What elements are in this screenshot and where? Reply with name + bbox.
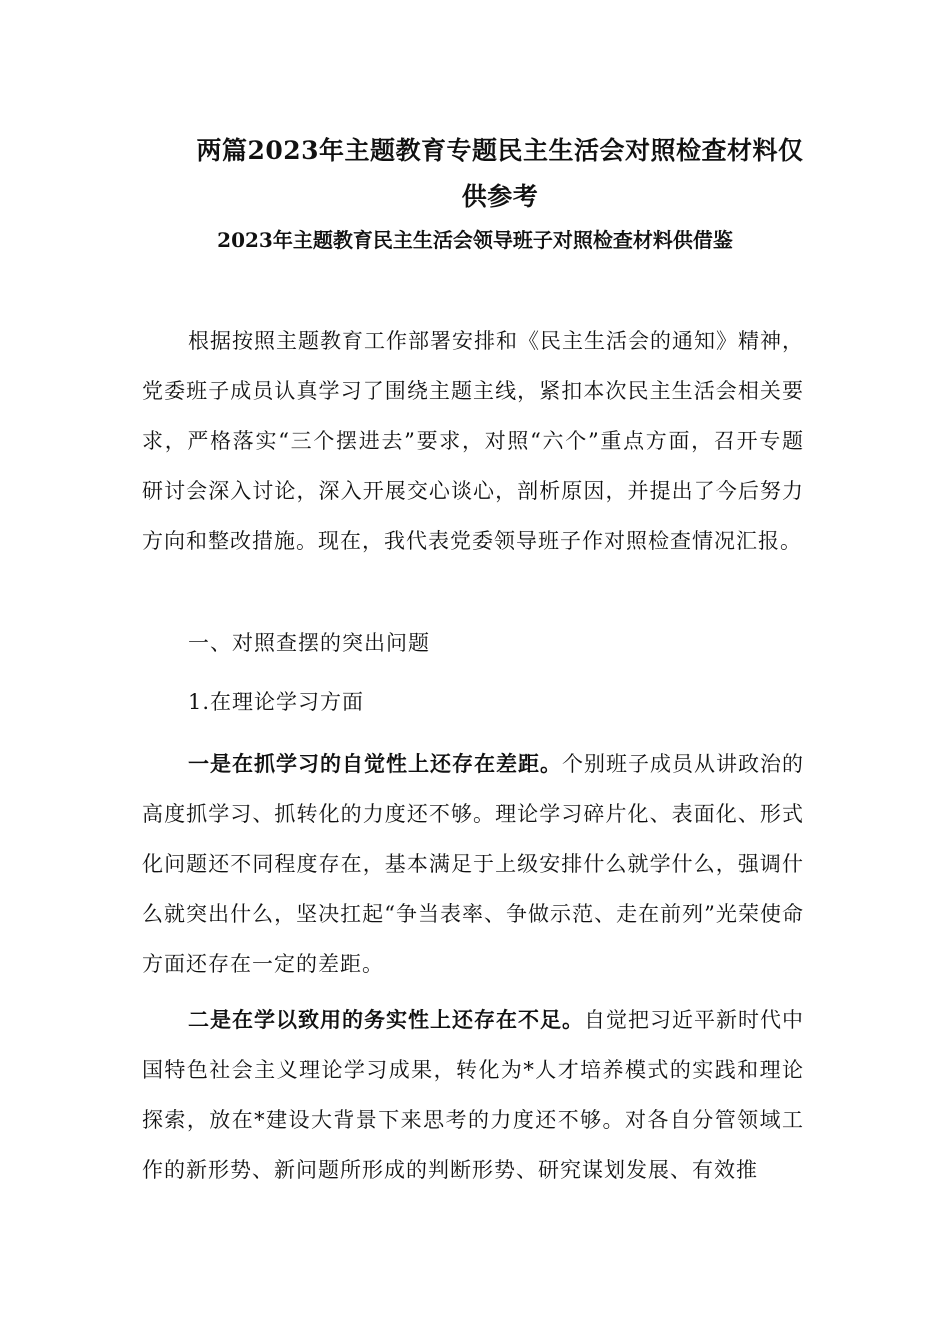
point-one-paragraph <box>142 739 804 989</box>
point-two-paragraph <box>142 995 804 1195</box>
document-title: 两篇2023年主题教育专题民主生活会对照检查材料仅供参考 <box>196 136 804 211</box>
intro-paragraph: 根据按照主题教育工作部署安排和《民主生活会的通知》精神，党委班子成员认真学习了围绕主题主线，紧扣本次民主生活会相关要求，严格落实“三个摆进去”要求，对照“六个”重点方面，召开专题研讨会深入讨论，深入开展交心谈心，剖析原因，并提出了今后努力方向和整改措施。现在，我代表党委领导班子作对照检查情况汇报。 <box>142 329 804 553</box>
subsection-heading: 1.在理论学习方面 <box>188 690 365 714</box>
point-one-lead: 一是在抓学习的自觉性上还存在差距。 <box>188 751 562 776</box>
document-subtitle: 2023年主题教育民主生活会领导班子对照检查材料供借鉴 <box>217 228 733 252</box>
section-heading: 一、对照查摆的突出问题 <box>188 631 430 655</box>
point-one-body: 个别班子成员从讲政治的高度抓学习、抓转化的力度还不够。理论学习碎片化、表面化、形式化问题还不同程度存在，基本满足于上级安排什么就学什么，强调什么就突出什么，坚决扛起“争当表率、争做示范、走在前列”光荣使命方面还存在一定的差距。 <box>142 752 804 976</box>
point-two-lead: 二是在学以致用的务实性上还存在不足。 <box>188 1007 584 1032</box>
point-two-body: 自觉把习近平新时代中国特色社会主义理论学习成果，转化为*人才培养模式的实践和理论探索，放在*建设大背景下来思考的力度还不够。对各自分管领域工作的新形势、新问题所形成的判断形势、研究谋划发展、有效推 <box>142 1008 804 1182</box>
